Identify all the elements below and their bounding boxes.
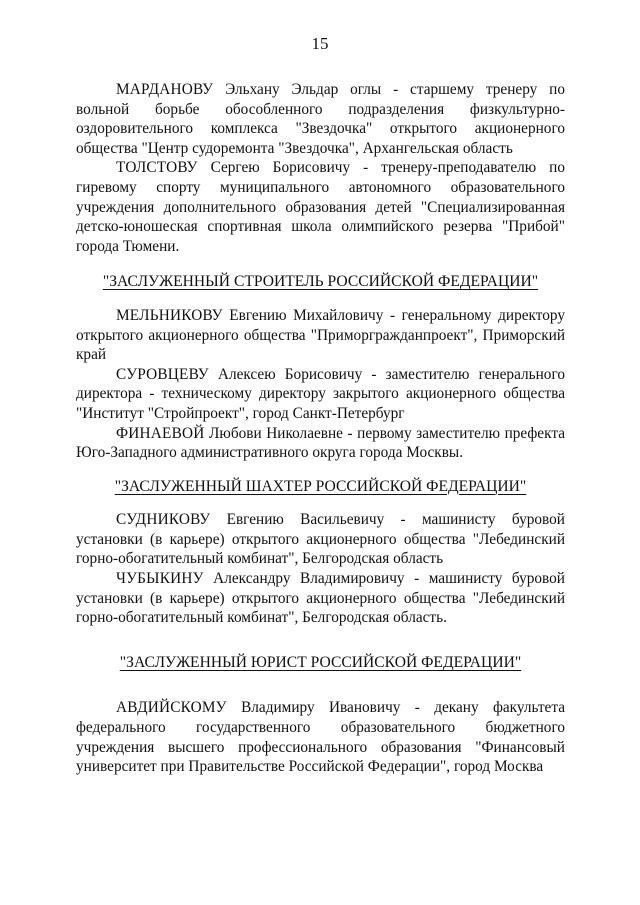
award-entry xyxy=(76,424,565,463)
recipient-details: Алексею Борисовичу - заместителю генерального директора - техническому директору закрытого акционерного общества "Институт "Стройпроект", город Санкт-Петербург xyxy=(76,365,565,422)
recipient-details: Сергею Борисовичу - тренеру-преподавателю по гиревому спорту муниципального автономного образовательного учреждения дополнительного образования детей "Специализированная детско-юношеская спортивная школа олимпийского резерва "Прибой" города Тюмени. xyxy=(76,159,565,255)
recipient-details: Владимиру Ивановичу - декану факультета федерального государственного образовательного бюджетного учреждения высшего профессионального образования "Финансовый университет при Правительстве Российской Федерации", город Москва xyxy=(76,699,566,776)
award-entry xyxy=(76,158,565,256)
recipient-details: Любови Николаевне - первому заместителю префекта Юго-Западного административного округа города Москвы. xyxy=(76,424,565,462)
recipient-surname: СУДНИКОВУ xyxy=(116,511,211,529)
recipient-details: Александру Владимировичу - машинисту буровой установки (в карьере) открытого акционерного общества "Лебединский горно-обогатительный комбинат", Белгородская область. xyxy=(76,570,565,627)
recipient-surname: МЕЛЬНИКОВУ xyxy=(116,306,223,324)
award-entry xyxy=(76,569,565,628)
recipient-details: Евгению Михайловичу - генеральному директору открытого акционерного общества "Приморгражданпроект", Приморский край xyxy=(76,306,565,364)
recipient-surname: ФИНАЕВОЙ xyxy=(116,424,205,442)
award-entry xyxy=(76,365,565,424)
recipient-surname: ЧУБЫКИНУ xyxy=(116,570,204,588)
award-entry xyxy=(76,80,565,158)
award-title-heading: "ЗАСЛУЖЕННЫЙ ЮРИСТ РОССИЙСКОЙ ФЕДЕРАЦИИ" xyxy=(119,653,522,671)
recipient-surname: АВДИЙСКОМУ xyxy=(116,699,227,717)
recipient-surname: МАРДАНОВУ xyxy=(116,81,214,98)
award-title-heading: "ЗАСЛУЖЕННЫЙ СТРОИТЕЛЬ РОССИЙСКОЙ ФЕДЕРАЦИИ" xyxy=(102,273,539,291)
document-body xyxy=(76,80,565,777)
award-entry xyxy=(76,306,565,365)
award-entry xyxy=(76,510,565,569)
award-entry xyxy=(76,698,565,776)
recipient-surname: СУРОВЦЕВУ xyxy=(116,365,209,383)
recipient-surname: ТОЛСТОВУ xyxy=(116,159,198,177)
recipient-details: Эльхану Эльдар оглы - старшему тренеру по вольной борьбе обособленного подразделения физкультурно-оздоровительного комплекса "Звездочка" открытого акционерного общества "Центр судоремонта "Звездочка", Архангельская область xyxy=(76,81,565,157)
page-number: 15 xyxy=(311,34,329,53)
award-title-heading: "ЗАСЛУЖЕННЫЙ ШАХТЕР РОССИЙСКОЙ ФЕДЕРАЦИИ" xyxy=(114,477,527,495)
recipient-details: Евгению Васильевичу - машинисту буровой установки (в карьере) открытого акционерного общества "Лебединский горно-обогатительный комбинат", Белгородская область xyxy=(76,511,565,568)
